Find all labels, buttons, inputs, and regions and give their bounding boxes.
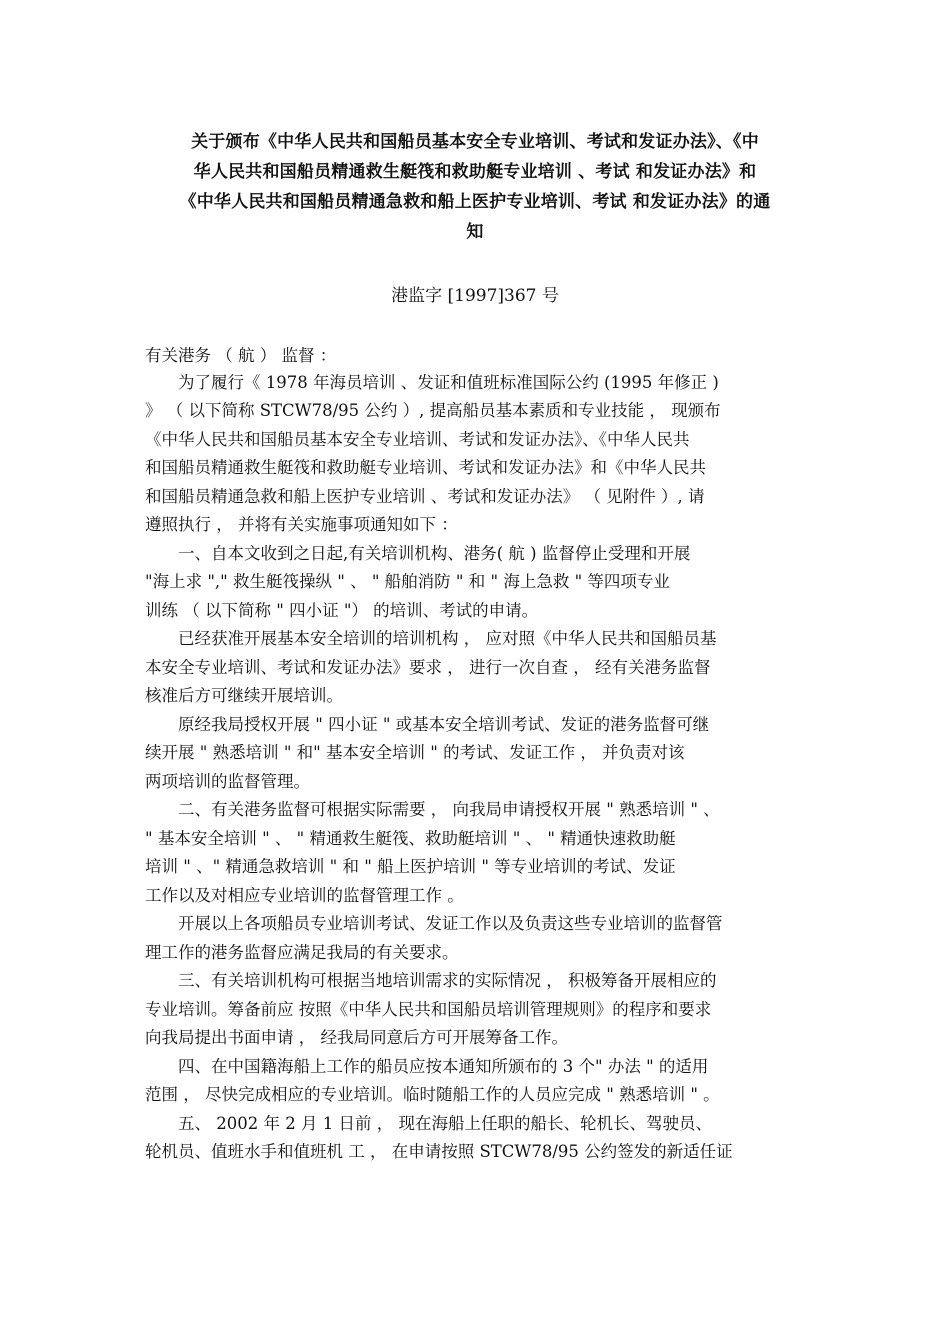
body-line: 本安全专业培训、考试和发证办法》要求 ， 进行一次自查 ， 经有关港务监督 <box>145 658 711 677</box>
body-line: 专业培训。筹备前应 按照《中华人民共和国船员培训管理规则》的程序和要求 <box>145 1000 712 1019</box>
body-line: 五、 2002 年 2 月 1 日前 ， 现在海船上任职的船长、轮机长、驾驶员、 <box>145 1114 712 1133</box>
body-line: 培训 " 、" 精通急救培训 " 和 " 船上医护培训 " 等专业培训的考试、发证 <box>145 857 676 876</box>
body-line: 范围 ， 尽快完成相应的专业培训。临时随船工作的人员应完成 " 熟悉培训 " 。 <box>145 1085 720 1104</box>
body-line: 轮机员、值班水手和值班机 工 ， 在申请按照 STCW78/95 公约签发的新适任证 <box>145 1142 733 1161</box>
title-line: 华人民共和国船员精通救生艇筏和救助艇专业培训 、考试 和发证办法》和 <box>193 162 757 182</box>
body-line: 核准后方可继续开展培训。 <box>145 686 343 705</box>
body-line: 训练 （ 以下简称 " 四小证 "） 的培训、考试的申请。 <box>145 601 539 620</box>
body-line: 理工作的港务监督应满足我局的有关要求。 <box>145 943 459 962</box>
body-line: 续开展 " 熟悉培训 " 和" 基本安全培训 " 的考试、发证工作 ， 并负责对该 <box>145 743 685 762</box>
body-line: 开展以上各项船员专业培训考试、发证工作以及负责这些专业培训的监督管 <box>145 914 723 933</box>
body-line: 四、在中国籍海船上工作的船员应按本通知所颁布的 3 个" 办法 " 的适用 <box>145 1057 709 1076</box>
body-line: 遵照执行 ， 并将有关实施事项通知如下 ： <box>145 515 458 534</box>
body-line: 《中华人民共和国船员基本安全专业培训、考试和发证办法》、《中华人民共 <box>145 430 690 449</box>
body-line: 两项培训的监督管理。 <box>145 772 310 791</box>
body-line: 二、有关港务监督可根据实际需要 ， 向我局申请授权开展 " 熟悉培训 " 、 <box>145 800 720 819</box>
document-number: 港监字 [1997]367 号 <box>391 286 559 306</box>
body-line: 已经获准开展基本安全培训的培训机构 ， 应对照《中华人民共和国船员基 <box>145 629 717 648</box>
body-line: "海上求 "," 救生艇筏操纵 " 、 " 船舶消防 " 和 " 海上急救 " 等四项专业 <box>145 572 670 591</box>
body-line: 三、有关培训机构可根据当地培训需求的实际情况 ， 积极筹备开展相应的 <box>145 971 717 990</box>
document-title <box>140 127 810 247</box>
title-line: 知 <box>466 222 484 242</box>
body-line: 和国船员精通救生艇筏和救助艇专业培训、考试和发证办法》和《中华人民共 <box>145 458 706 477</box>
body-line: 一、自本文收到之日起,有关培训机构、港务( 航 ) 监督停止受理和开展 <box>145 544 691 563</box>
body-line: 为了履行《 1978 年海员培训 、发证和值班标准国际公约 (1995 年修正 ) <box>145 373 719 392</box>
title-line: 关于颁布《中华人民共和国船员基本安全专业培训、考试和发证办法》、《中 <box>191 132 759 152</box>
body-line: 向我局提出书面申请 ， 经我局同意后方可开展筹备工作。 <box>145 1028 568 1047</box>
body-line: 原经我局授权开展 " 四小证 " 或基本安全培训考试、发证的港务监督可继 <box>145 715 710 734</box>
title-line: 《中华人民共和国船员精通急救和船上医护专业培训、考试 和发证办法》的通 <box>179 192 771 212</box>
body-line: 和国船员精通急救和船上医护专业培训 、考试和发证办法》 （ 见附件 ）, 请 <box>145 487 705 506</box>
body-line: " 基本安全培训 " 、 " 精通救生艇筏、救助艇培训 " 、 " 精通快速救助艇 <box>145 829 676 848</box>
body-line: 有关港务 （ 航 ） 监督 ： <box>145 346 337 365</box>
body-line: 》 （ 以下简称 STCW78/95 公约 ）, 提高船员基本素质和专业技能 ， 现颁布 <box>145 401 721 420</box>
body-line: 工作以及对相应专业培训的监督管理工作 。 <box>145 886 464 905</box>
